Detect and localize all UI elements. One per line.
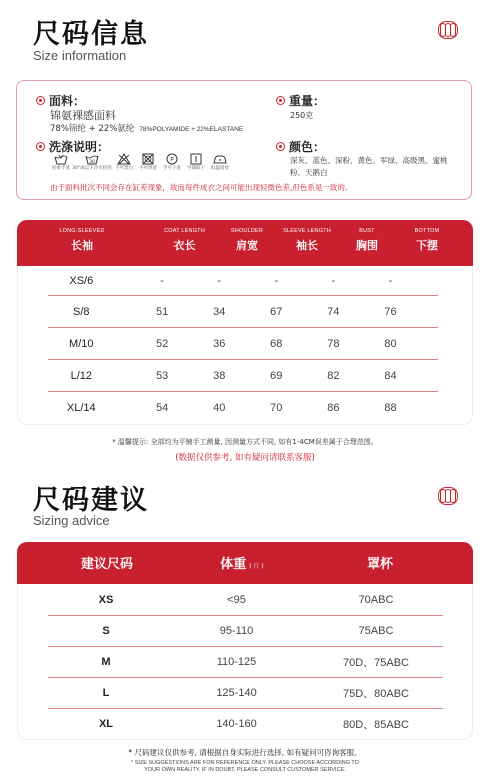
- table-row: XL 140-160 80D、85ABC: [98, 718, 410, 731]
- fabric-name: 锦氨裸感面料: [50, 109, 116, 122]
- section-title-sizing-advice: 尺码建议: [33, 485, 149, 516]
- wash-item: 不可烘洗: [136, 153, 160, 171]
- wash-item: 平铺晾干: [184, 153, 208, 171]
- table-row: L 125-140 75D、80ABC: [102, 687, 410, 700]
- svg-text:30: 30: [89, 160, 95, 165]
- row-divider: [48, 327, 438, 328]
- table-row: L/12 53 38 69 82 84: [70, 369, 397, 382]
- colors-label: 颜色：: [276, 138, 325, 155]
- fabric-composition: 78%锦纶 + 22%氨纶 78%POLYAMIDE + 22%ELASTANE: [50, 124, 244, 134]
- colors-value: 深灰、蓝色、深粉、黄色、军绿、高级黑、蜜桃粉、天鹅白: [290, 156, 448, 177]
- table-row: XL/14 54 40 70 86 88: [66, 401, 397, 414]
- wash-instructions: [50, 153, 232, 171]
- row-divider: [48, 646, 443, 647]
- table-row: S/8 51 34 67 74 76: [73, 305, 397, 318]
- row-divider: [48, 615, 443, 616]
- advice-table-body: [48, 585, 443, 739]
- no-tumble-dry-icon: [141, 153, 155, 165]
- bullet-icon: [276, 142, 285, 151]
- size-table-body: [48, 266, 438, 423]
- row-divider: [48, 359, 438, 360]
- section-title-size-info: 尺码信息: [33, 19, 149, 50]
- weight-value: 250克: [290, 111, 314, 120]
- wash-item: 30 30°或以下冷水机洗: [72, 153, 112, 171]
- size-table-header-row: [17, 228, 473, 253]
- header-cell-bust: BUST 胸围: [356, 228, 378, 252]
- header-cell-long-sleeved: LONG-SLEEVED 长袖: [59, 228, 105, 252]
- wash-item: 轻柔手洗: [50, 153, 72, 171]
- measure-note: * 温馨提示: 全部均为平铺手工测量, 因测量方式不同, 如有1-4CM误差属于合理范围。: [112, 438, 378, 446]
- advice-table-header-row: [17, 553, 473, 572]
- hand-wash-icon: [54, 153, 68, 165]
- ring-deco-icon: [438, 21, 458, 39]
- header-cell-shoulder: SHOULDER 肩宽: [230, 228, 264, 252]
- svg-text:P: P: [170, 156, 174, 164]
- line-dry-icon: [189, 153, 203, 165]
- ring-deco-icon: [438, 487, 458, 505]
- header-cell-bottom: BOTTOM 下摆: [414, 228, 440, 252]
- low-iron-icon: [213, 153, 227, 165]
- header-cell-coat-length: COAT LENGTH 衣长: [164, 228, 205, 252]
- table-row: M 110-125 70D、75ABC: [101, 656, 410, 669]
- row-divider: [48, 295, 438, 296]
- row-divider: [48, 677, 443, 678]
- wash-item: 低温熨烫: [208, 153, 232, 171]
- no-bleach-icon: [117, 153, 131, 165]
- bullet-icon: [36, 142, 45, 151]
- wash-label: 洗涤说明：: [36, 138, 109, 155]
- bullet-icon: [36, 96, 45, 105]
- reference-note: (数据仅供参考, 如有疑问请联系客服): [175, 453, 315, 463]
- header-cell-cup: 罩杯: [366, 557, 393, 572]
- dry-clean-p-icon: [165, 153, 179, 165]
- fabric-label: 面料：: [36, 92, 85, 109]
- header-cell-sleeve-length: SLEEVE LENGTH 袖长: [283, 228, 331, 252]
- advice-note-en-2: YOUR OWN REALITY. IF IN DOUBT, PLEASE CONSULT CUSTOMER SERVICE.: [144, 767, 346, 773]
- row-divider: [48, 391, 438, 392]
- advice-note-cn: * 尺码建议仅供参考, 请根据自身实际进行选择, 如有疑问可咨询客服。: [128, 748, 362, 757]
- header-cell-weight: 体重 ( 斤 ): [220, 557, 264, 572]
- wash-item: 不可漂白: [112, 153, 136, 171]
- header-cell-size: 建议尺码: [80, 557, 133, 572]
- dye-lot-note: 由于面料批次不同会存在缸差现象，故而每件成衣之间可能出现轻微色差,但色系是一致的。: [50, 183, 353, 192]
- table-row: XS <95 70ABC: [98, 594, 394, 606]
- bullet-icon: [276, 96, 285, 105]
- weight-label: 重量：: [276, 92, 325, 109]
- section-subtitle-sizing-advice: Sizing advice: [33, 513, 110, 528]
- section-subtitle-size-info: Size information: [33, 48, 127, 63]
- advice-note-en-1: * SIZE SUGGESTIONS ARE FOR REFERENCE ONLY. PLEASE CHOOSE ACCORDING TO: [131, 760, 359, 766]
- table-row: M/10 52 36 68 78 80: [69, 337, 397, 350]
- machine-wash-30-icon: [85, 153, 99, 165]
- table-row: XS/6 - - - - -: [69, 274, 393, 287]
- wash-item: P 手可干洗: [160, 153, 184, 171]
- row-divider: [48, 708, 443, 709]
- table-row: S 95-110 75ABC: [102, 625, 394, 637]
